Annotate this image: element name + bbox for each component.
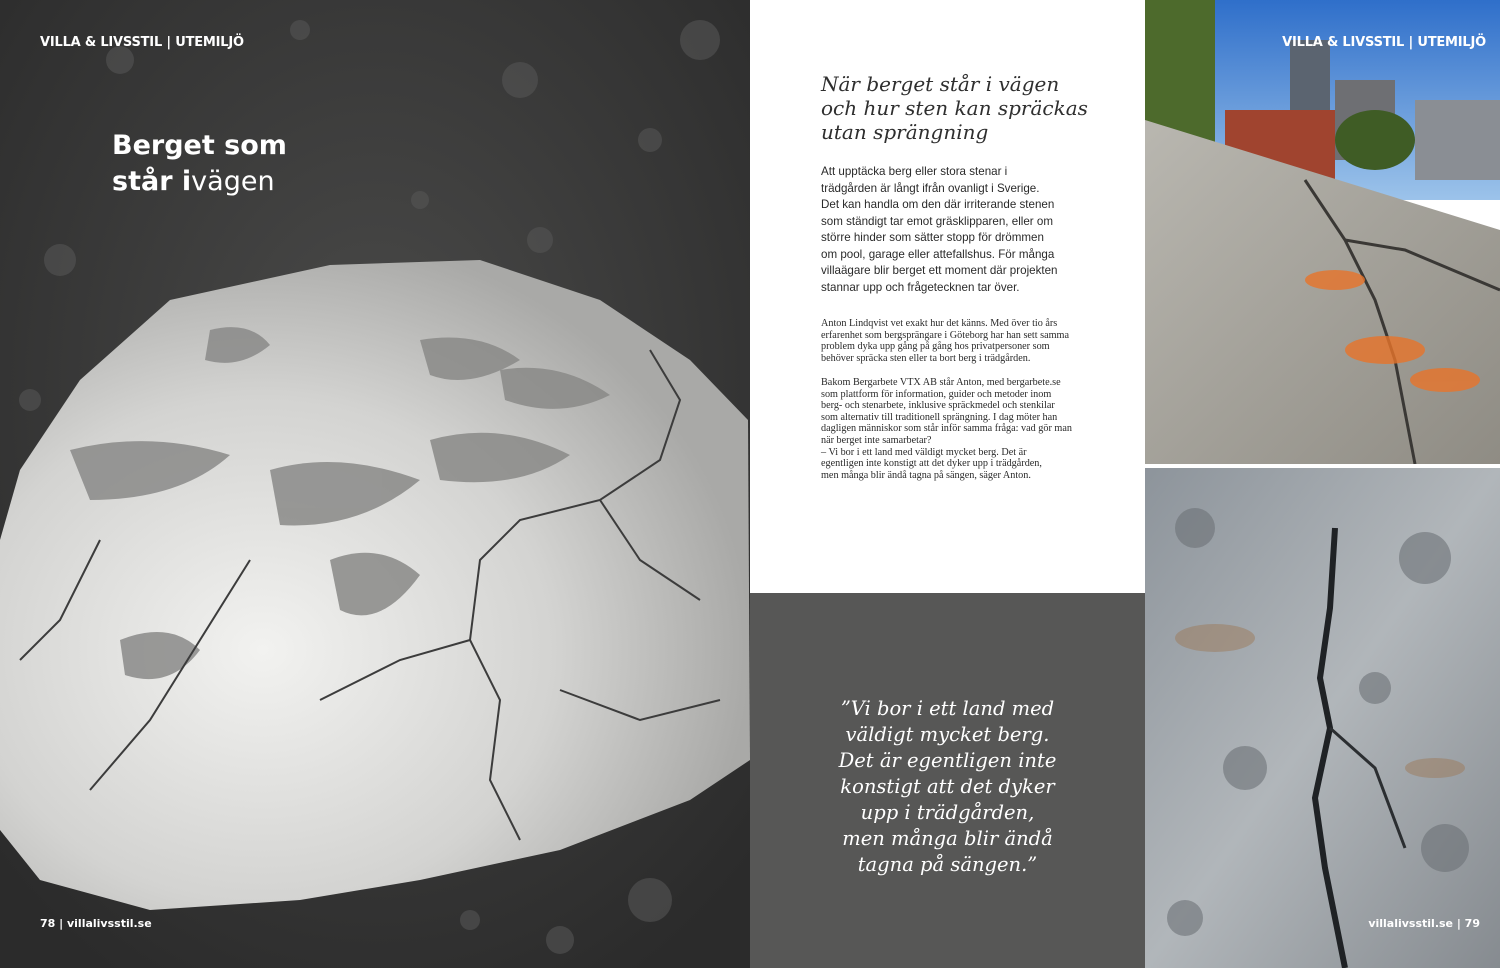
quote-line: ”Vi bor i ett land med: [840, 697, 1055, 720]
body-line: berg- och stenarbete, inklusive spräckmedel och stenkilar: [821, 400, 1055, 412]
body-paragraph-1: [821, 318, 1096, 364]
body-line: dagligen människor som står inför samma fråga: vad gör man: [821, 423, 1072, 435]
body-line: egentligen inte konstigt att det dyker upp i trädgården,: [821, 458, 1042, 470]
body-line: Bakom Bergarbete VTX AB står Anton, med bergarbete.se: [821, 377, 1061, 388]
headline-line-1: Berget som: [112, 130, 287, 161]
body-paragraph-2: [821, 377, 1096, 481]
body-line: behöver spräcka sten eller ta bort berg i trädgården.: [821, 352, 1031, 364]
page-number-right: villalivsstil.se | 79: [1368, 917, 1480, 930]
lead-line: Det kan handla om den där irriterande stenen: [821, 198, 1055, 211]
lead-line: Att upptäcka berg eller stora stenar i: [821, 165, 1008, 178]
article-title: [821, 72, 1121, 144]
page-number-left: 78 | villalivsstil.se: [40, 917, 152, 930]
body-line: erfarenhet som bergsprängare i Göteborg har han sett samma: [821, 329, 1069, 341]
lead-line: villaägare blir berget ett moment där projekten: [821, 264, 1058, 277]
lead-line: större hinder som sätter stopp för drömmen: [821, 231, 1044, 244]
quote-line: konstigt att det dyker: [840, 775, 1055, 798]
body-line: när berget inte samarbetar?: [821, 434, 932, 446]
lead-line: som ständigt tar emot gräsklipparen, eller om: [821, 214, 1053, 228]
body-line: men många blir ändå tagna på sängen, säger Anton.: [821, 469, 1031, 481]
pull-quote: [790, 696, 1105, 878]
quote-line: upp i trädgården,: [860, 801, 1035, 824]
body-line: Anton Lindqvist vet exakt hur det känns. Med över tio års: [821, 318, 1058, 329]
headline-line-2: [112, 164, 287, 200]
title-line: utan sprängning: [821, 120, 989, 144]
rock-slope-city-photo: [1145, 0, 1500, 464]
body-line: – Vi bor i ett land med väldigt mycket berg. Det är: [821, 446, 1027, 458]
body-line: problem dyka upp gång på gång hos privatpersoner som: [821, 341, 1050, 353]
lead-line: trädgården är långt ifrån ovanligt i Sverige.: [821, 181, 1040, 195]
article-headline: [112, 128, 287, 200]
title-line: och hur sten kan spräckas: [821, 96, 1088, 120]
lead-line: stannar upp och frågetecknen tar över.: [821, 280, 1020, 294]
title-line: När berget står i vägen: [821, 72, 1060, 96]
quote-line: men många blir ändå: [842, 827, 1053, 850]
body-line: som plattform för information, guider och metoder inom: [821, 388, 1052, 400]
section-header-left: VILLA & LIVSSTIL | UTEMILJÖ: [40, 35, 244, 50]
lead-line: om pool, garage eller attefallshus. För många: [821, 247, 1055, 261]
lead-paragraph: [821, 164, 1101, 296]
headline-line-2-rest: vägen: [191, 166, 275, 197]
section-header-right: VILLA & LIVSSTIL | UTEMILJÖ: [1282, 35, 1486, 50]
headline-line-2-bold: står i: [112, 166, 192, 197]
quote-line: tagna på sängen.”: [857, 853, 1038, 876]
rock-crack-closeup-photo: [1145, 468, 1500, 968]
quote-line: väldigt mycket berg.: [845, 723, 1050, 746]
body-line: som alternativ till traditionell sprängning. I dag möter han: [821, 411, 1058, 423]
quote-line: Det är egentligen inte: [838, 749, 1057, 772]
